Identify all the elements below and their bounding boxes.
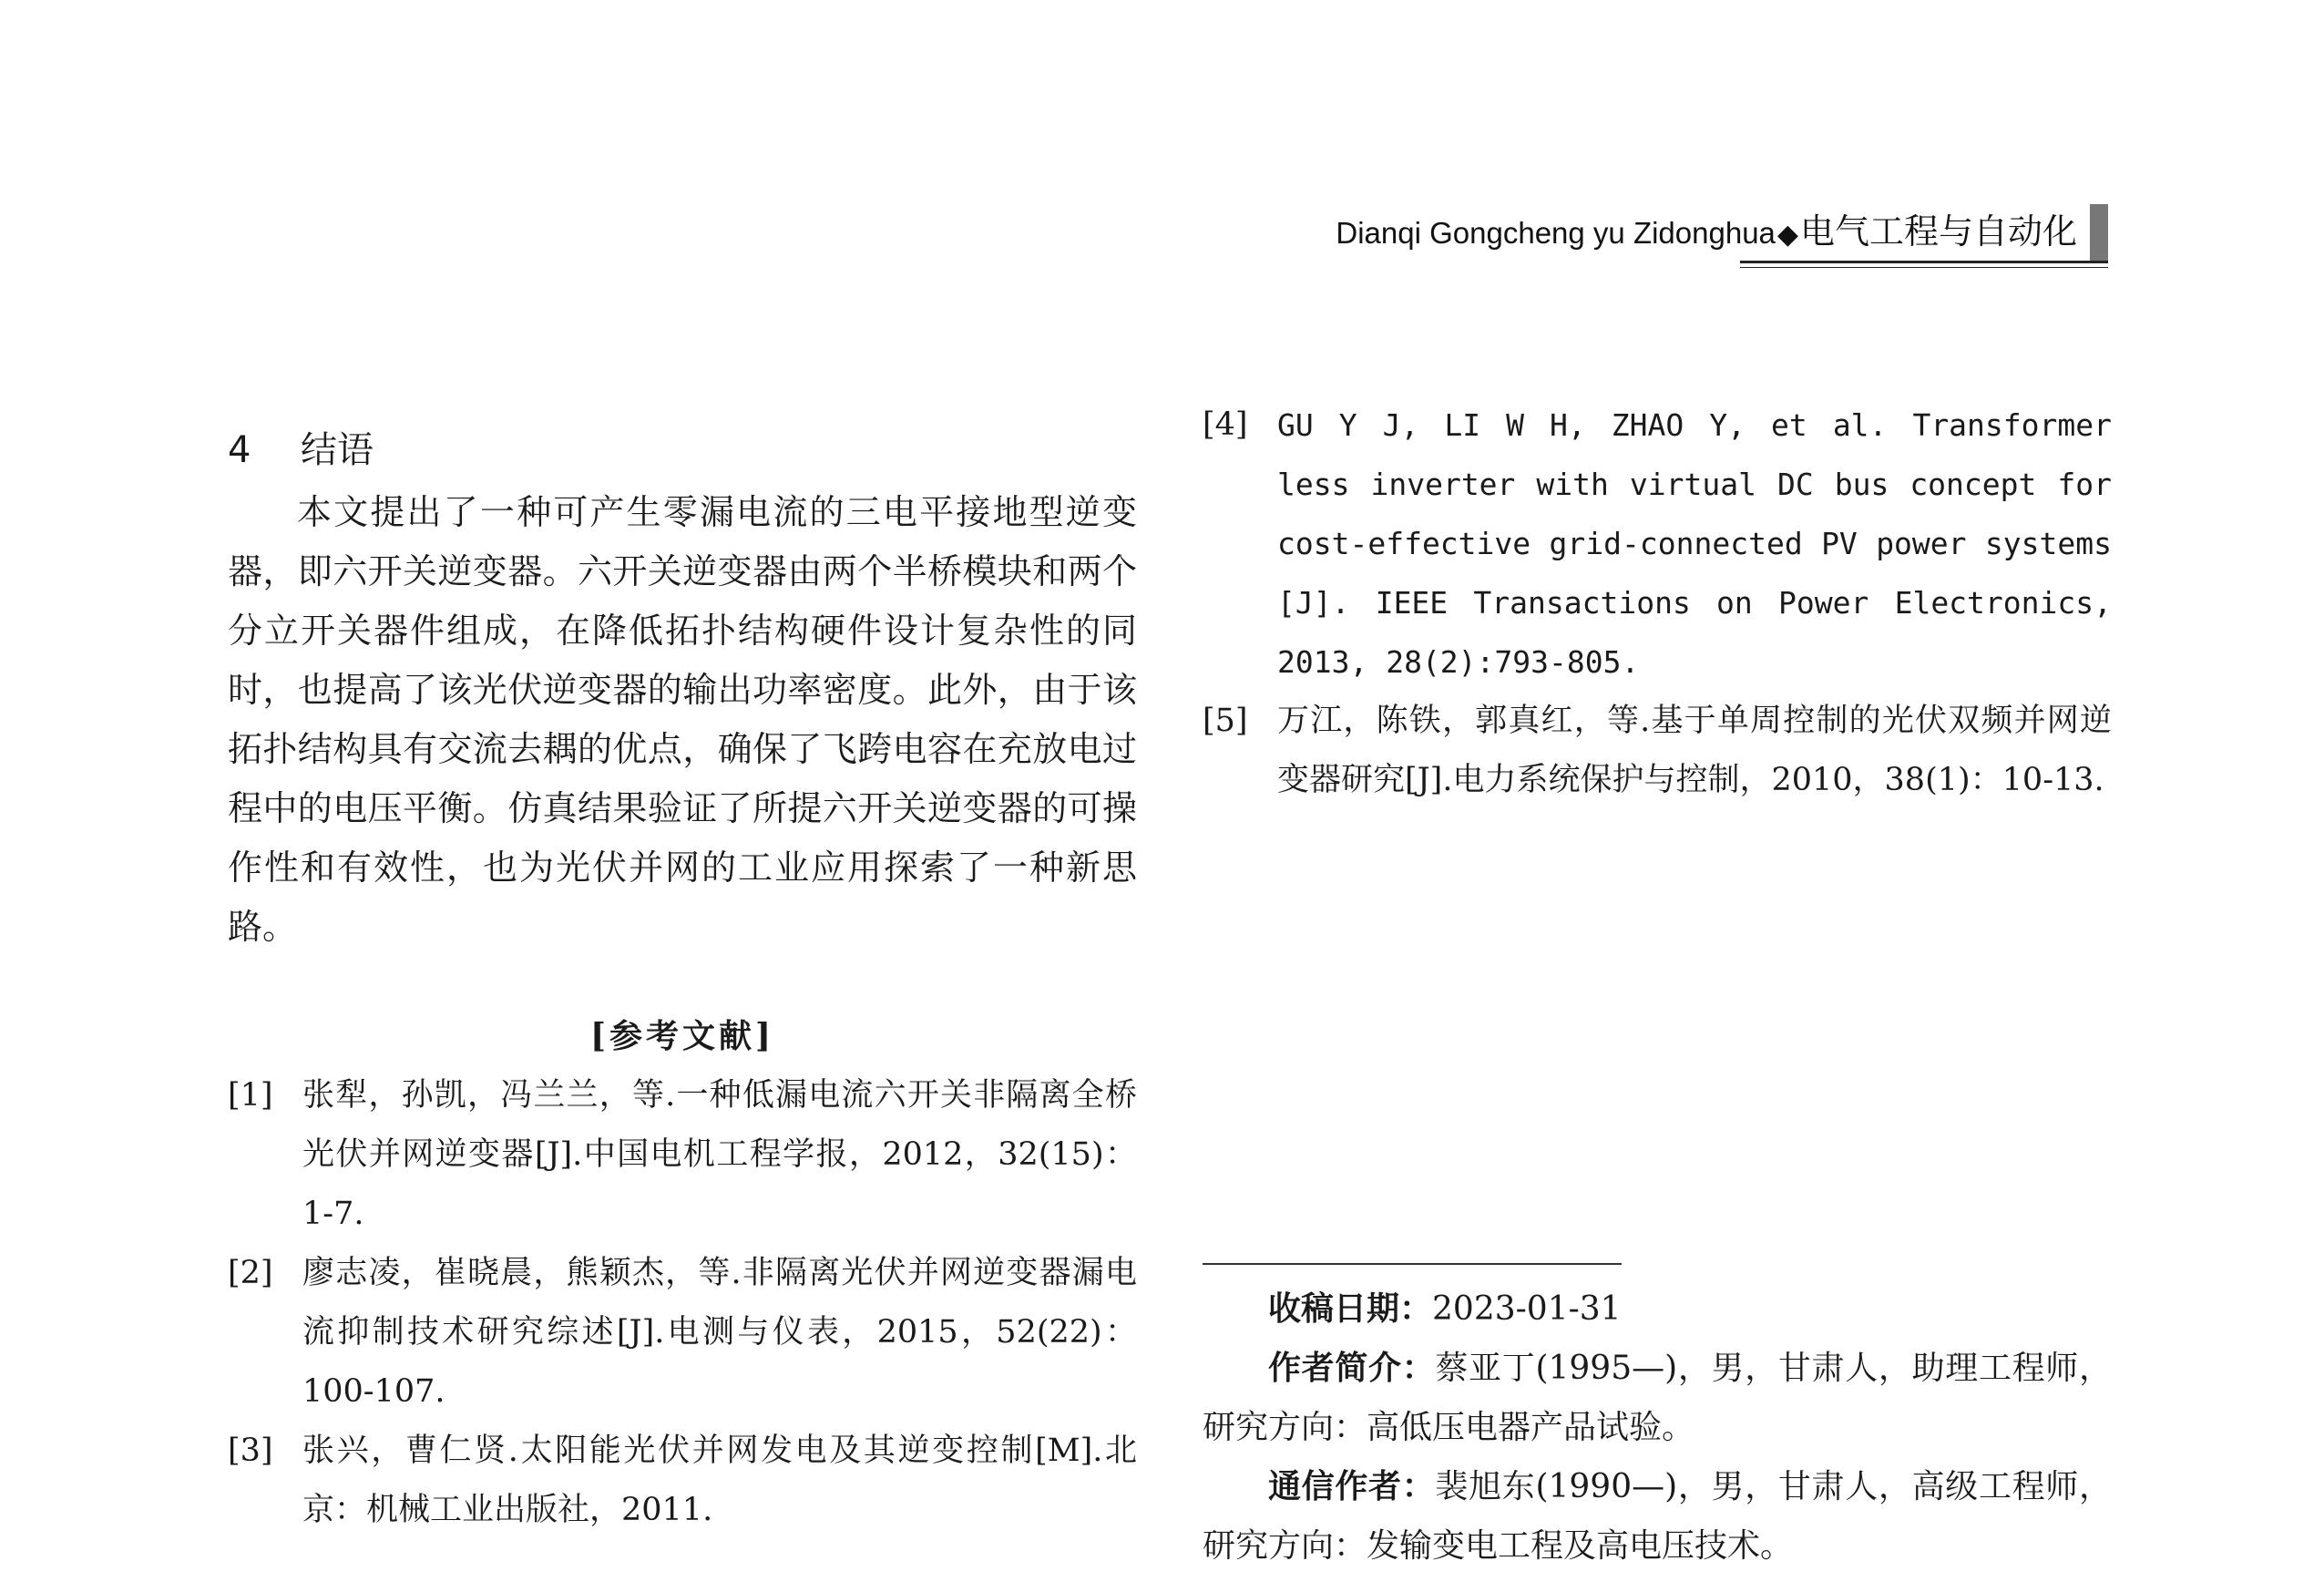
received-date (1203, 1279, 2112, 1339)
header-rule-thin (1740, 267, 2108, 268)
footnotes (1203, 1279, 2112, 1576)
section-number: 4 (228, 429, 251, 471)
corresponding-author-value: 裴旭东(1990—)，男，甘肃人，高级工程师，研究方向：发输变电工程及高电压技术。 (1203, 1468, 2112, 1565)
corresponding-author (1203, 1457, 2112, 1576)
footnote-rule (1203, 1263, 1622, 1265)
running-header (1239, 204, 2114, 268)
conclusion-paragraph: 本文提出了一种可产生零漏电流的三电平接地型逆变器，即六开关逆变器。六开关逆变器由两个半桥模块和两个分立开关器件组成，在降低拓扑结构硬件设计复杂性的同时，也提高了该光伏逆变器的输出功率密度。此外，由于该拓扑结构具有交流去耦的优点，确保了飞跨电容在充放电过程中的电压平衡。仿真结果验证了所提六开关逆变器的可操作性和有效性，也为光伏并网的工业应用探索了一种新思路。 (228, 492, 1137, 947)
references-title: [参考文献] (589, 1017, 775, 1055)
diamond-icon: ◆ (1776, 219, 1798, 251)
received-date-value: 2023-01-31 (1432, 1290, 1622, 1328)
author-bio (1203, 1339, 2112, 1457)
header-accent-bar (2090, 204, 2108, 261)
reference-text: 廖志凌，崔晓晨，熊颖杰，等.非隔离光伏并网逆变器漏电流抑制技术研究综述[J].电测与仪表，2015，52(22)：100-107. (302, 1255, 1137, 1410)
reference-item (228, 1066, 1137, 1244)
received-date-label: 收稿日期： (1268, 1290, 1433, 1328)
reference-number: [3] (228, 1433, 273, 1469)
section-heading (228, 423, 1137, 483)
reference-number: [4] (1203, 406, 1248, 443)
section-title: 结语 (301, 429, 374, 471)
reference-text: 张犁，孙凯，冯兰兰，等.一种低漏电流六开关非隔离全桥光伏并网逆变器[J].中国电机工程学报，2012，32(15)：1-7. (302, 1077, 1137, 1232)
corresponding-author-label: 通信作者： (1268, 1468, 1436, 1505)
reference-number: [2] (228, 1255, 273, 1291)
journal-title (1336, 213, 2077, 253)
reference-text: 张兴，曹仁贤.太阳能光伏并网发电及其逆变控制[M].北京：机械工业出版社，2011. (302, 1433, 1137, 1528)
reference-item (228, 1422, 1137, 1540)
reference-text: GU Y J, LI W H, ZHAO Y, et al. Transformer less inverter with virtual DC bus concept for cost-effective grid-connected PV power systems [J]. IEEE Transactions on Power Electronics, 2013, 28(2):793-805. (1277, 407, 2112, 680)
reference-item (1203, 395, 2112, 692)
header-rule-thick (1740, 261, 2108, 263)
reference-text: 万江，陈铁，郭真红，等.基于单周控制的光伏双频并网逆变器研究[J].电力系统保护与控制，2010，38(1)：10-13. (1277, 703, 2112, 798)
reference-item (228, 1244, 1137, 1422)
reference-number: [5] (1203, 703, 1248, 739)
reference-number: [1] (228, 1077, 273, 1114)
author-bio-label: 作者简介： (1268, 1350, 1436, 1387)
author-bio-value: 蔡亚丁(1995—)，男，甘肃人，助理工程师，研究方向：高低压电器产品试验。 (1203, 1350, 2112, 1446)
journal-title-chinese: 电气工程与自动化 (1799, 211, 2077, 252)
right-column (1203, 406, 2112, 810)
left-column (228, 423, 1137, 1540)
reference-item (1203, 692, 2112, 810)
journal-title-pinyin: Dianqi Gongcheng yu Zidonghua (1336, 216, 1776, 250)
